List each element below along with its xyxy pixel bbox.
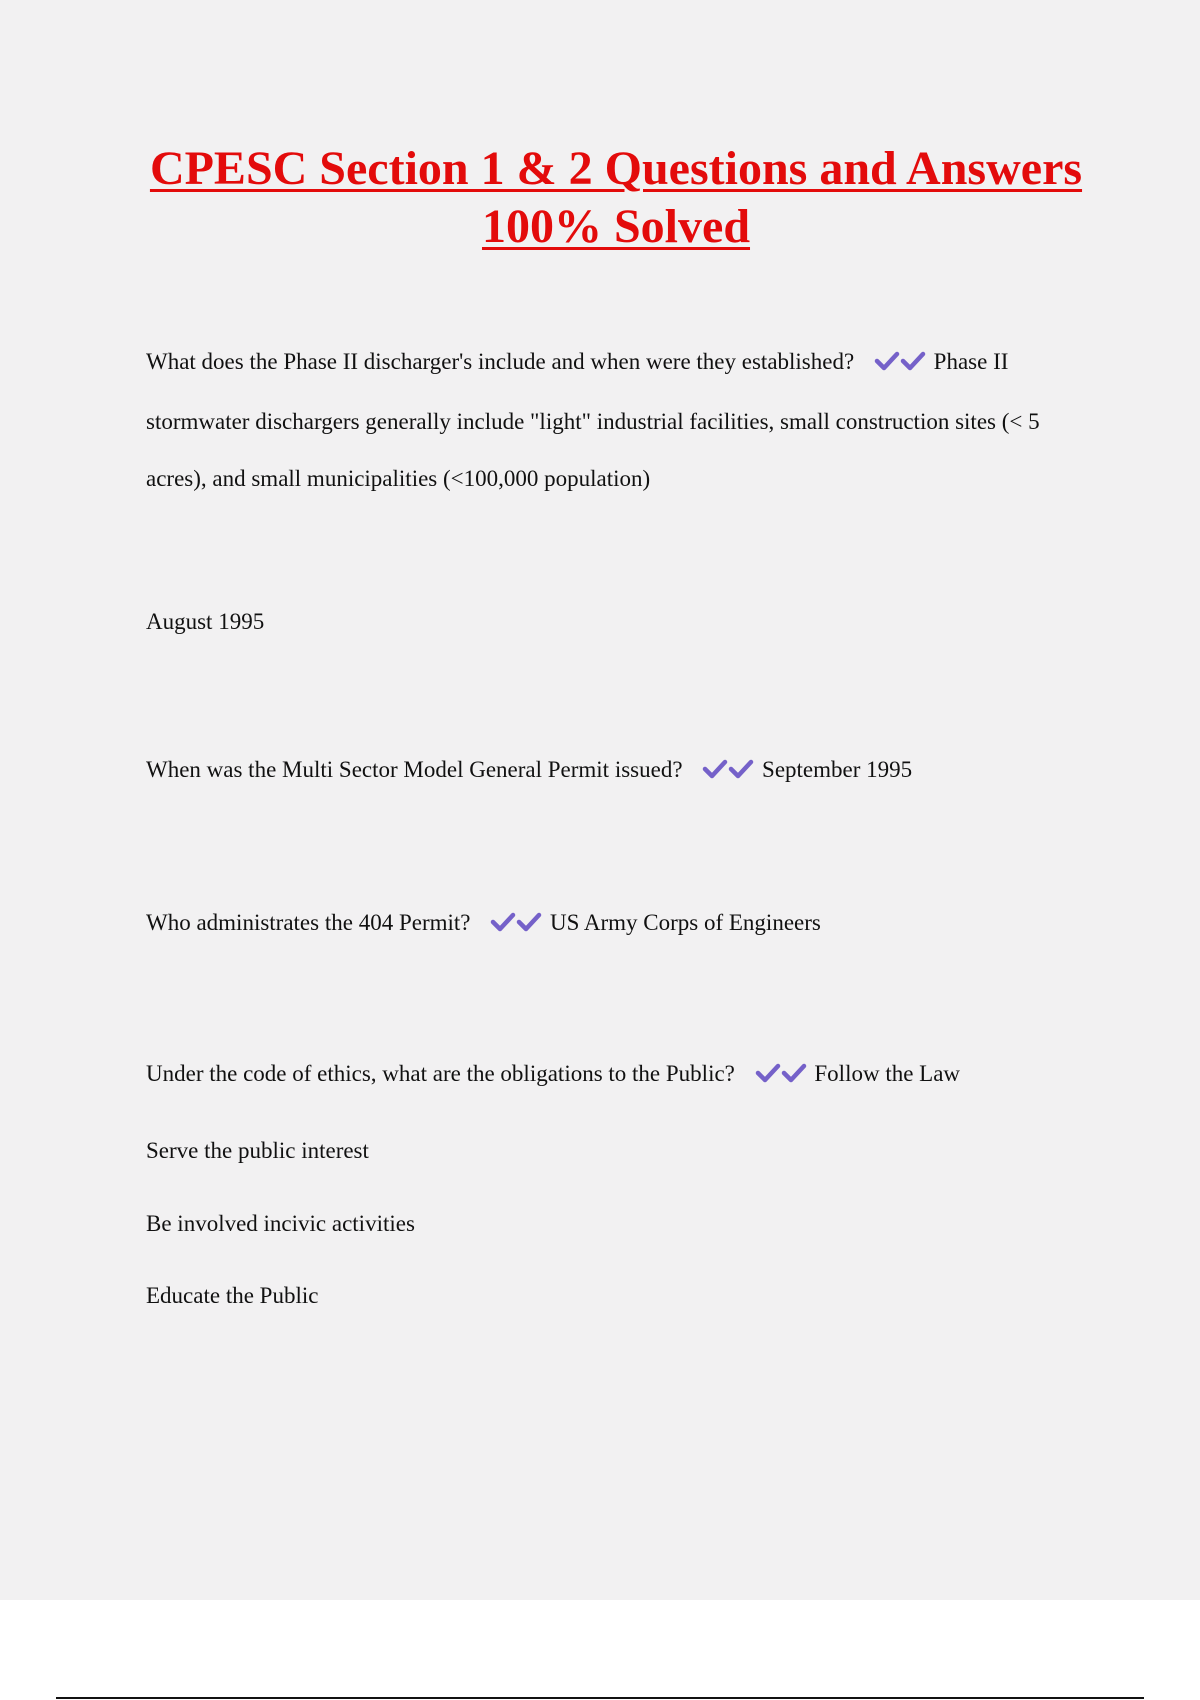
answer-continuation: Educate the Public — [146, 1283, 319, 1308]
answer-checkmarks — [490, 910, 548, 935]
answer-checkmarks — [874, 349, 932, 374]
title-line-1: CPESC Section 1 & 2 Questions and Answers — [149, 142, 1083, 195]
question-404-permit — [146, 908, 821, 938]
answer-text: US Army Corps of Engineers — [549, 910, 821, 935]
question-text: Who administrates the 404 Permit? — [146, 910, 471, 935]
checkmark-icon — [874, 350, 900, 372]
question-multi-sector-permit — [146, 755, 912, 785]
checkmark-icon — [755, 1062, 781, 1084]
page-bottom-rule — [56, 1697, 1144, 1699]
question-phase-ii — [146, 347, 1008, 377]
checkmark-icon — [516, 911, 542, 933]
standalone-answer: August 1995 — [146, 609, 265, 634]
document-title — [120, 140, 1112, 256]
answer-checkmarks — [755, 1061, 813, 1086]
question-code-of-ethics — [146, 1059, 960, 1089]
answer-checkmarks — [702, 757, 760, 782]
checkmark-icon — [900, 350, 926, 372]
answer-text: Follow the Law — [814, 1061, 961, 1086]
answer-continuation: stormwater dischargers generally include "light" industrial facilities, small construction sites (< 5 — [146, 409, 1040, 434]
question-text: When was the Multi Sector Model General Permit issued? — [146, 757, 683, 782]
checkmark-icon — [490, 911, 516, 933]
answer-continuation: Serve the public interest — [146, 1138, 369, 1163]
question-text: What does the Phase II discharger's include and when were they established? — [146, 349, 855, 374]
checkmark-icon — [781, 1062, 807, 1084]
checkmark-icon — [702, 758, 728, 780]
answer-text: September 1995 — [762, 757, 913, 782]
question-text: Under the code of ethics, what are the obligations to the Public? — [146, 1061, 735, 1086]
answer-text: Phase II — [933, 349, 1009, 374]
title-line-2: 100% Solved — [481, 200, 751, 253]
answer-continuation: acres), and small municipalities (<100,000 population) — [146, 466, 651, 491]
answer-continuation: Be involved incivic activities — [146, 1211, 415, 1236]
checkmark-icon — [728, 758, 754, 780]
